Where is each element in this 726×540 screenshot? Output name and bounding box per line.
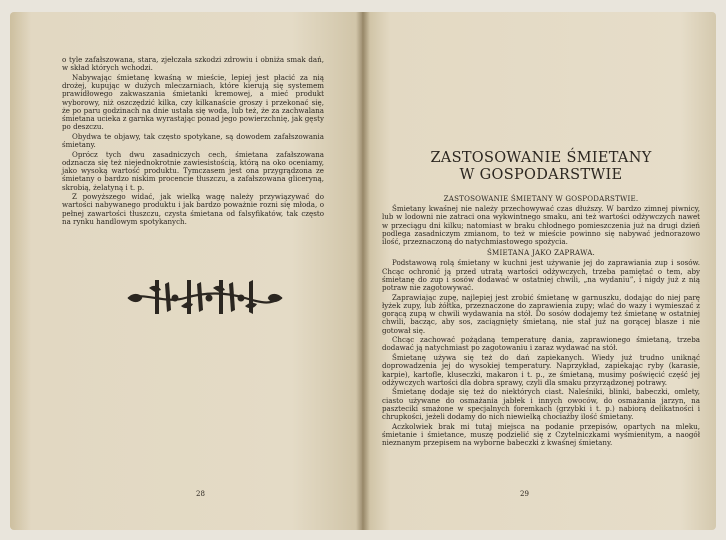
paragraph: Oprócz tych dwu zasadniczych cech, śmietana zafałszowana odznacza się też niejednokrotnie zawiesistością, którą na oko oceniamy, jako wysoką wartość produktu. Tymczasem jest ona przygrądzona ze śmietany o bardzo niskim procencie tłuszczu, a zafałszowana gliceryną, skrobią, żelatyną i t. p. <box>62 149 324 192</box>
paragraph: Z powyższego widać, jak wielką wagę należy przywiązywać do wartości nabywanego produktu i jak bardzo poważnie rozni się młoda, o pełnej zawartości tłuszczu, czysta śmietana od falsyfikatów, tak często na rynku handlowym spotykanych. <box>62 192 324 226</box>
floral-ornament <box>125 274 285 318</box>
section-heading: ZASTOSOWANIE ŚMIETANY W GOSPODARSTWIE. <box>443 194 639 203</box>
page-number: 28 <box>196 490 205 498</box>
section-heading: ŚMIETANA JAKO ZAPRAWA. <box>486 248 596 258</box>
chapter-title-line: ZASTOSOWANIE ŚMIETANY <box>430 150 652 166</box>
left-page-text <box>62 56 324 228</box>
left-page <box>10 12 362 530</box>
paragraph: Podstawową rolą śmietany w kuchni jest używanie jej do zaprawiania zup i sosów. Chcąc ochronić ją przed utratą wartości odżywczych, trzeba pamiętać o tem, aby śmietanę do zup i sosów dodawać w ostatniej chwili, „na wydaniu”, i nigdy już z nią potraw nie zagotowywać. <box>382 258 700 293</box>
page-number: 29 <box>520 490 529 498</box>
paragraph: Obydwa te objawy, tak często spotykane, są dowodem zafałszowania śmietany. <box>62 131 324 150</box>
chapter-title-line: W GOSPODARSTWIE <box>459 167 623 183</box>
paragraph: Śmietany kwaśnej nie należy przechowywać czas dłuższy. W bardzo zimnej piwnicy, lub w lodowni nie zatraci ona wykwintnego smaku, ani też wartości odżywczych nawet w przeciągu dni kilku; natomiast w braku chłodnego pomieszczenia już na drugi dzień podlega zasadniczym zmianom, to też w mieście powinno się nabywać jednorazowo ilość, przeznaczoną do natychmiastowego spożycia. <box>382 204 700 247</box>
right-page <box>362 12 716 530</box>
right-page-text <box>382 192 700 449</box>
paragraph: Zaprawiając zupę, najlepiej jest zrobić śmietanę w garnuszku, dodając do niej parę łyżek zupy, lub żółtka, przeznaczone do zaprawienia zupy; wlać do wazy i wymieszać z gorącą zupą w chwili wydawania na stół. Do sosów dodajemy też śmietanę w ostatniej chwili, bacząc, aby sos, zaciągnięty śmietaną, nie stał już na gorącej blasze i nie gotował się. <box>382 292 700 335</box>
paragraph: Nabywając śmietanę kwaśną w mieście, lepiej jest płacić za nią drożej, kupując w dużych mleczarniach, które kierują się systemem prawidłowego zakwaszania śmietanki kremowej, a mieć produkt wyborowy, niż oszczędzić kilka, czy kilkanaście groszy i przekonać się, że po paru godzinach na dnie ustała się woda, lub też, że za zachwalana śmietana ucieka z garnka wyrastając ponad jego powierzchnię, jak gęsty po deszczu. <box>62 72 324 132</box>
book-spine <box>356 12 370 530</box>
paragraph: Aczkolwiek brak mi tutaj miejsca na podanie przepisów, opartych na mleku, śmietanie i śmietance, muszę podzielić się z Czytelniczkami wyśmienitym, a naogół nieznanym przepisem na wyborne babeczki z kwaśnej śmietany. <box>382 421 700 448</box>
open-booklet <box>10 12 716 530</box>
paragraph: Chcąc zachować pożądaną temperaturę dania, zaprawionego śmietaną, trzeba dodawać ją natychmiast po zagotowaniu i zaraz wydawać na stół. <box>382 335 700 353</box>
chapter-title <box>382 150 700 184</box>
paragraph: Śmietanę używa się też do dań zapiekanych. Wiedy już trudno uniknąć doprowadzenia jej do wysokiej temperatury. Naprzykład, zapiekając ryby (karasie, karpie), kartofle, kluseczki, makaron i t. p., ze śmietaną, musimy poświęcić część jej odżywczych wartości dla dobra sprawy, czyli dla smaku przyrządzonej potrawy. <box>382 353 700 387</box>
paragraph: Śmietanę dodaje się też do niektórych ciast. Naleśniki, blinki, babeczki, omlety, ciasto używane do osmażania jabłek i innych owoców, do osmażania jarzyn, na paszteciki smażone w specjalnych foremkach (grzybki i t. p.) nabiorą delikatności i chrupkości, jeżeli dodamy do nich niewielką chociażby ilość śmietany. <box>382 387 700 422</box>
paragraph: o tyle zafałszowana, stara, zjełczała szkodzi zdrowiu i obniża smak dań, w skład których wchodzi. <box>62 55 324 73</box>
